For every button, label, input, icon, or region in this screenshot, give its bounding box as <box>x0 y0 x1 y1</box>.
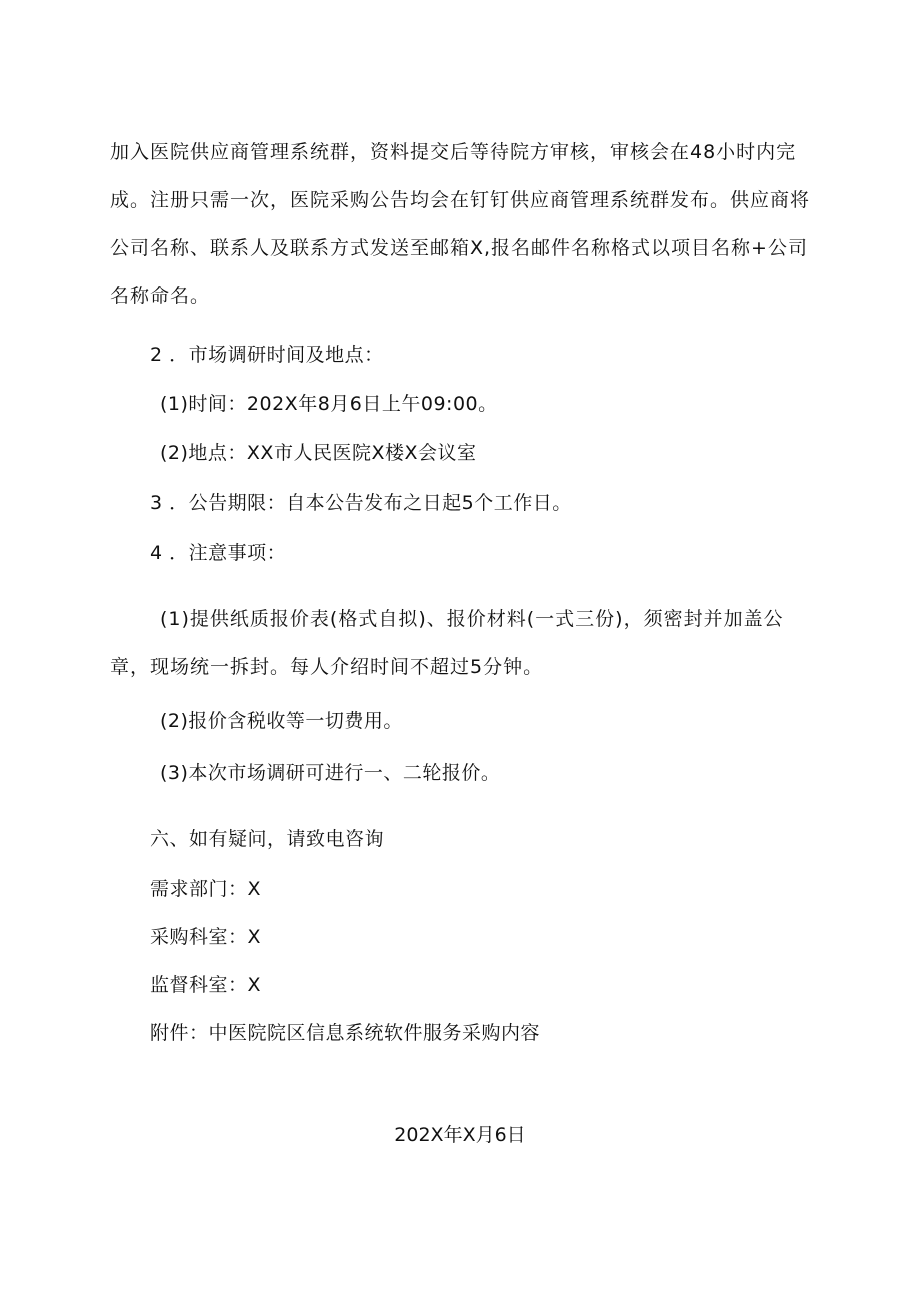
contact-demand: 需求部门：X <box>150 878 262 900</box>
item4-note2: (2)报价含税收等一切费用。 <box>160 710 403 732</box>
item2-place: (2)地点：XX市人民医院X楼X会议室 <box>160 442 477 464</box>
item2-title: 2 ．市场调研时间及地点： <box>150 344 384 366</box>
contact-procurement: 采购科室：X <box>150 926 262 948</box>
item4-title: 4 ．注意事项： <box>150 542 287 564</box>
document-date: 202X年X月6日 <box>394 1124 526 1146</box>
item3-notice-period: 3 ．公告期限：自本公告发布之日起5个工作日。 <box>150 492 572 514</box>
attachment-line: 附件：中医院院区信息系统软件服务采购内容 <box>150 1022 541 1044</box>
item4-note1: (1)提供纸质报价表(格式自拟)、报价材料(一式三份)，须密封并加盖公章，现场统一拆封。每人介绍时间不超过5分钟。 <box>110 608 784 678</box>
item4-note3: (3)本次市场调研可进行一、二轮报价。 <box>160 762 501 784</box>
contact-supervision: 监督科室：X <box>150 974 262 996</box>
section6-title: 六、如有疑问，请致电咨询 <box>150 828 385 850</box>
item2-time: (1)时间：202X年8月6日上午09:00。 <box>160 393 498 415</box>
intro-paragraph: 加入医院供应商管理系统群，资料提交后等待院方审核，审核会在48小时内完成。注册只需一次，医院采购公告均会在钉钉供应商管理系统群发布。供应商将公司名称、联系人及联系方式发送至邮箱X,报名邮件名称格式以项目名称+公司名称命名。 <box>110 141 811 307</box>
